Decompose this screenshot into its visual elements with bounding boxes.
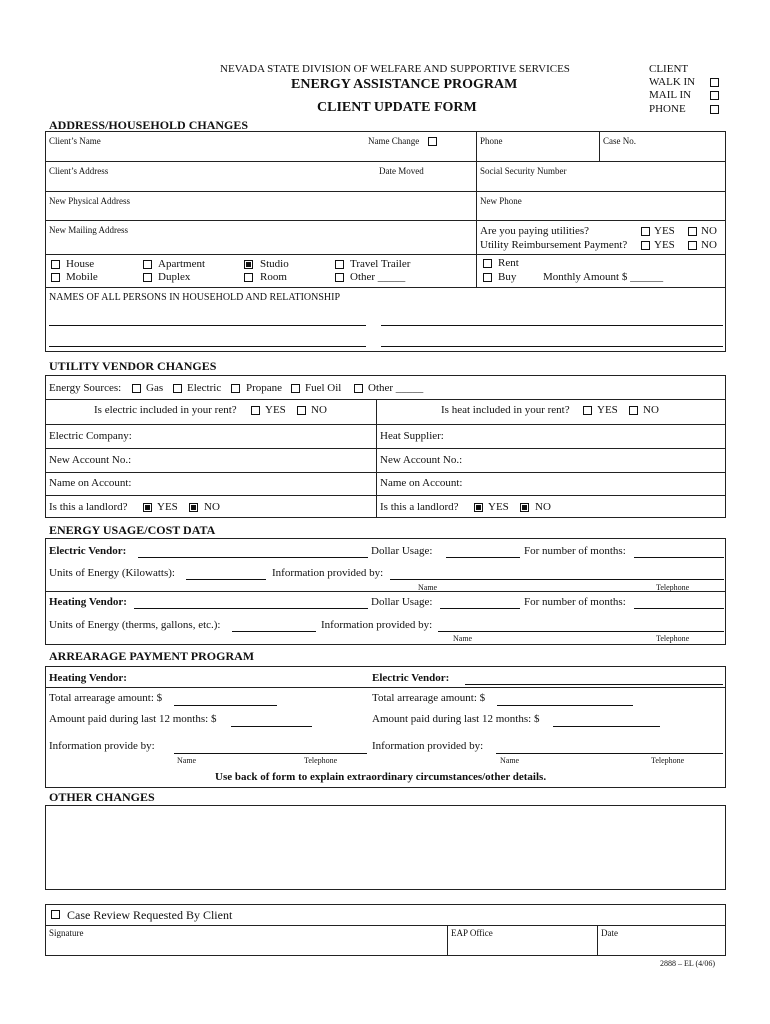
heating-total-arrearage-label: Total arrearage amount: $ [49, 692, 163, 704]
walk-in-label: WALK IN [649, 76, 696, 88]
apartment-label: Apartment [158, 258, 206, 270]
heat-in-rent-yes-label: YES [597, 404, 618, 416]
heating-info-provided-label: Information provided by: [321, 619, 433, 631]
paying-utilities-label: Are you paying utilities? [480, 225, 590, 237]
electric-landlord-no-label: NO [204, 501, 220, 513]
heat-landlord-no-label: NO [535, 501, 551, 513]
units-therms-label: Units of Energy (therms, gallons, etc.): [49, 619, 221, 631]
heat-landlord-yes-checkbox[interactable] [474, 503, 483, 512]
fuel-oil-label: Fuel Oil [305, 382, 342, 394]
electric-info-telephone-caption: Telephone [656, 583, 690, 592]
other-section-title: OTHER CHANGES [49, 790, 155, 804]
duplex-label: Duplex [158, 271, 191, 283]
heating-info-provide-label: Information provide by: [49, 740, 155, 752]
usage-section-title: ENERGY USAGE/COST DATA [49, 523, 216, 537]
clients-address-label: Client’s Address [49, 166, 109, 176]
arr-heating-telephone-caption: Telephone [304, 756, 338, 765]
phone-field-label: Phone [480, 136, 503, 146]
new-phone-label: New Phone [480, 196, 522, 206]
electric-months-line[interactable] [634, 557, 724, 558]
date-label: Date [601, 928, 618, 938]
electric-in-rent-label: Is electric included in your rent? [94, 404, 237, 416]
electric-landlord-yes-checkbox[interactable] [143, 503, 152, 512]
electric-in-rent-no-label: NO [311, 404, 327, 416]
rent-checkbox[interactable] [483, 259, 492, 268]
arrearage-electric-vendor-line[interactable] [465, 684, 723, 685]
buy-checkbox[interactable] [483, 273, 492, 282]
heat-landlord-yes-label: YES [488, 501, 509, 513]
agency-name: NEVADA STATE DIVISION OF WELFARE AND SUPPORTIVE SERVICES [220, 63, 570, 75]
apartment-checkbox[interactable] [143, 260, 152, 269]
name-change-checkbox[interactable] [428, 137, 437, 146]
program-name: ENERGY ASSISTANCE PROGRAM [291, 77, 518, 92]
household-line-2[interactable] [381, 325, 723, 326]
paying-utilities-no-label: NO [701, 225, 717, 237]
other-housing-checkbox[interactable] [335, 273, 344, 282]
duplex-checkbox[interactable] [143, 273, 152, 282]
heating-amount-paid-label: Amount paid during last 12 months: $ [49, 713, 217, 725]
utility-section-title: UTILITY VENDOR CHANGES [49, 359, 217, 373]
walk-in-checkbox[interactable] [710, 78, 719, 87]
rent-label: Rent [498, 257, 519, 269]
arrearage-note: Use back of form to explain extraordinary circumstances/other details. [215, 771, 547, 783]
eap-office-label: EAP Office [451, 928, 493, 938]
heating-vendor-line[interactable] [134, 608, 368, 609]
electric-months-label: For number of months: [524, 545, 626, 557]
travel-trailer-checkbox[interactable] [335, 260, 344, 269]
reimbursement-no-label: NO [701, 239, 717, 251]
arrearage-electric-vendor-label: Electric Vendor: [372, 672, 450, 684]
heating-months-label: For number of months: [524, 596, 626, 608]
heat-in-rent-yes-checkbox[interactable] [583, 406, 592, 415]
electric-total-arrearage-line[interactable] [497, 705, 633, 706]
house-label: House [66, 258, 95, 270]
ssn-label: Social Security Number [480, 166, 567, 176]
electric-dollar-usage-label: Dollar Usage: [371, 545, 433, 557]
heating-dollar-usage-line[interactable] [440, 608, 520, 609]
heating-vendor-label: Heating Vendor: [49, 596, 127, 608]
new-mailing-address-label: New Mailing Address [49, 225, 128, 235]
new-physical-address-label: New Physical Address [49, 196, 130, 206]
other-source-checkbox[interactable] [354, 384, 363, 393]
case-review-label: Case Review Requested By Client [67, 908, 233, 922]
other-housing-label: Other _____ [350, 271, 406, 283]
electric-company-label: Electric Company: [49, 430, 132, 442]
heating-info-provided-line[interactable] [438, 631, 724, 632]
electric-landlord-yes-label: YES [157, 501, 178, 513]
date-moved-label: Date Moved [379, 166, 424, 176]
heat-landlord-no-checkbox[interactable] [520, 503, 529, 512]
electric-info-provided-label: Information provided by: [272, 567, 384, 579]
arrearage-section-title: ARREARAGE PAYMENT PROGRAM [49, 649, 255, 663]
energy-sources-label: Energy Sources: [49, 382, 122, 394]
units-therms-line[interactable] [232, 631, 316, 632]
arrearage-heating-vendor-label: Heating Vendor: [49, 672, 127, 684]
heating-total-arrearage-line[interactable] [174, 705, 277, 706]
form-number: 2888 – EL (4/06) [660, 959, 716, 968]
studio-checkbox[interactable] [244, 260, 253, 269]
reimbursement-yes-checkbox[interactable] [641, 241, 650, 250]
electric-in-rent-no-checkbox[interactable] [297, 406, 306, 415]
paying-utilities-yes-label: YES [654, 225, 675, 237]
electric-name-on-account-label: Name on Account: [49, 477, 132, 489]
electric-info-provided-arr-label: Information provided by: [372, 740, 484, 752]
house-checkbox[interactable] [51, 260, 60, 269]
reimbursement-yes-label: YES [654, 239, 675, 251]
heating-months-line[interactable] [634, 608, 724, 609]
heat-in-rent-no-label: NO [643, 404, 659, 416]
heating-info-provide-line[interactable] [174, 753, 367, 754]
case-review-checkbox[interactable] [51, 910, 60, 919]
reimbursement-no-checkbox[interactable] [688, 241, 697, 250]
room-checkbox[interactable] [244, 273, 253, 282]
electric-dollar-usage-line[interactable] [446, 557, 520, 558]
heat-name-on-account-label: Name on Account: [380, 477, 463, 489]
phone-checkbox[interactable] [710, 105, 719, 114]
heat-supplier-label: Heat Supplier: [380, 430, 444, 442]
electric-landlord-no-checkbox[interactable] [189, 503, 198, 512]
heat-landlord-label: Is this a landlord? [380, 501, 459, 513]
name-change-label: Name Change [368, 136, 420, 146]
mobile-label: Mobile [66, 271, 98, 283]
utility-reimbursement-label: Utility Reimbursement Payment? [480, 239, 628, 251]
monthly-amount-label: Monthly Amount $ ______ [543, 271, 664, 283]
mobile-checkbox[interactable] [51, 273, 60, 282]
units-kw-line[interactable] [186, 579, 266, 580]
electric-in-rent-yes-label: YES [265, 404, 286, 416]
units-kw-label: Units of Energy (Kilowatts): [49, 567, 175, 579]
propane-checkbox[interactable] [231, 384, 240, 393]
studio-label: Studio [260, 258, 289, 270]
clients-name-label: Client’s Name [49, 136, 101, 146]
mail-in-checkbox[interactable] [710, 91, 719, 100]
case-no-label: Case No. [603, 136, 636, 146]
heat-in-rent-label: Is heat included in your rent? [441, 404, 570, 416]
fuel-oil-checkbox[interactable] [291, 384, 300, 393]
other-source-label: Other _____ [368, 382, 424, 394]
gas-checkbox[interactable] [132, 384, 141, 393]
gas-label: Gas [146, 382, 164, 394]
arr-heating-name-caption: Name [177, 756, 197, 765]
mail-in-label: MAIL IN [649, 89, 692, 101]
electric-new-account-label: New Account No.: [49, 454, 132, 466]
heating-info-telephone-caption: Telephone [656, 634, 690, 643]
electric-amount-paid-line[interactable] [553, 726, 660, 727]
heating-dollar-usage-label: Dollar Usage: [371, 596, 433, 608]
heating-amount-paid-line[interactable] [231, 726, 312, 727]
electric-label: Electric [187, 382, 222, 394]
electric-total-arrearage-label: Total arrearage amount: $ [372, 692, 486, 704]
utility-section-box [45, 375, 726, 518]
paying-utilities-no-checkbox[interactable] [688, 227, 697, 236]
electric-info-name-caption: Name [418, 583, 438, 592]
household-line-1[interactable] [49, 325, 366, 326]
electric-info-provided-arr-line[interactable] [496, 753, 723, 754]
heating-info-name-caption: Name [453, 634, 473, 643]
electric-in-rent-yes-checkbox[interactable] [251, 406, 260, 415]
address-section-title: ADDRESS/HOUSEHOLD CHANGES [49, 118, 249, 132]
electric-info-provided-line[interactable] [390, 579, 724, 580]
household-line-3[interactable] [49, 346, 366, 347]
propane-label: Propane [246, 382, 283, 394]
other-changes-textarea[interactable] [45, 805, 726, 890]
signature-label: Signature [49, 928, 84, 938]
electric-amount-paid-label: Amount paid during last 12 months: $ [372, 713, 540, 725]
household-line-4[interactable] [381, 346, 723, 347]
paying-utilities-yes-checkbox[interactable] [641, 227, 650, 236]
electric-landlord-label: Is this a landlord? [49, 501, 128, 513]
room-label: Room [260, 271, 287, 283]
electric-vendor-label: Electric Vendor: [49, 545, 127, 557]
form-title: CLIENT UPDATE FORM [317, 100, 477, 115]
electric-vendor-line[interactable] [138, 557, 368, 558]
arr-electric-telephone-caption: Telephone [651, 756, 685, 765]
household-names-label: NAMES OF ALL PERSONS IN HOUSEHOLD AND RELATIONSHIP [49, 292, 341, 303]
heat-in-rent-no-checkbox[interactable] [629, 406, 638, 415]
heat-new-account-label: New Account No.: [380, 454, 463, 466]
arr-electric-name-caption: Name [500, 756, 520, 765]
phone-label: PHONE [649, 103, 686, 115]
client-label: CLIENT [649, 63, 689, 75]
travel-trailer-label: Travel Trailer [350, 258, 411, 270]
electric-checkbox[interactable] [173, 384, 182, 393]
buy-label: Buy [498, 271, 517, 283]
